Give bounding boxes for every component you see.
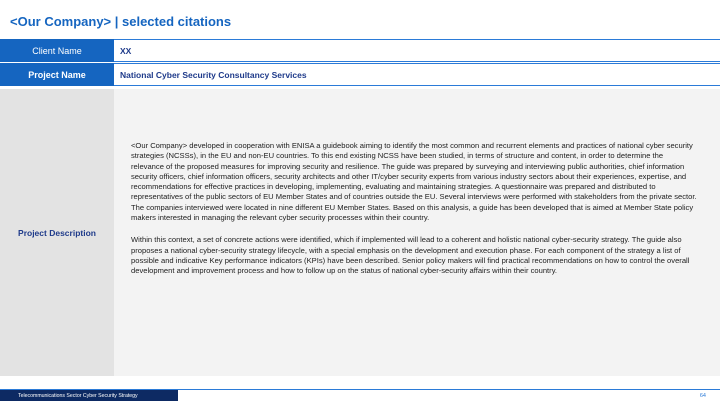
description-paragraph: <Our Company> developed in cooperation with ENISA a guidebook aiming to identify the most common and recurrent elements and practices of national cyber security strategies (NCSSs), in the EU and non-EU countries. To this end existing NCSS have been studied, in terms of structure and content, in order to determine the relevance of the proposed measures for improving security and resilience. The guide was prepared by surveying and interviewing public authorities, chief information security officers, chief information officers, security architects and other IT/cyber security experts from various industry sectors about their experiences, expertise, and recommendations for effective practices in developing, implementing, evaluating and maintaining strategies. A questionnaire was prepared and distributed to representatives of the public sectors of EU Member States and of countries outside the EU. Several interviews were performed with stakeholders from the private sector. The companies interviewed were located in nine different EU Member States. Based on this analysis, a guide has been developed that is aimed at Member State policy makers interested in managing the relevant cyber security processes within their country. <box>131 141 697 223</box>
project-description-label: Project Description <box>0 89 114 376</box>
page-title: <Our Company> | selected citations <box>10 14 232 29</box>
client-name-label: Client Name <box>0 39 114 62</box>
page-number: 64 <box>699 393 706 399</box>
description-paragraph: Within this context, a set of concrete actions were identified, which if implemented will lead to a coherent and holistic national cyber-security strategy. The guide also proposes a national cyber-security strategy lifecycle, with a special emphasis on the development and execution phase. For each component of the strategy a list of possible and indicative Key performance indicators (KPIs) have been described. Senior policy makers will find practical recommendations on how to control the overall development and improvement process and how to follow up on the status of national cyber-security affairs within their country. <box>131 235 690 276</box>
client-name-row <box>0 39 720 62</box>
client-name-value: XX <box>114 39 720 62</box>
project-description-body <box>114 89 720 376</box>
project-description-row <box>0 89 720 376</box>
project-name-label: Project Name <box>0 63 114 86</box>
footer-label: Telecommunications Sector Cyber Security Strategy <box>0 390 178 401</box>
project-name-value: National Cyber Security Consultancy Services <box>114 63 720 86</box>
project-name-row <box>0 63 720 86</box>
